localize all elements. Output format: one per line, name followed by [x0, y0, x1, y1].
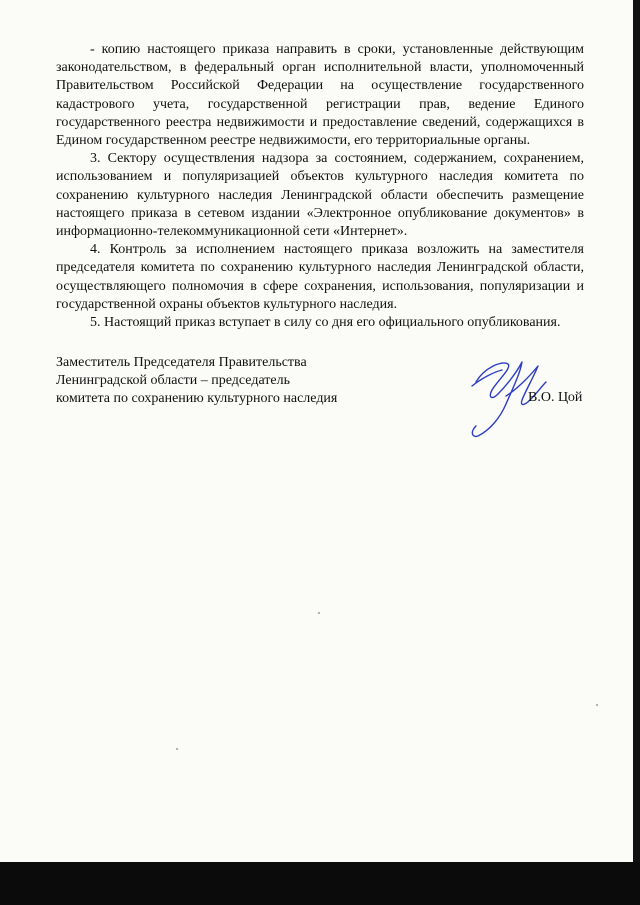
- signatory-title: [56, 354, 376, 408]
- scan-speck: [176, 748, 178, 750]
- scan-edge-bottom: [0, 862, 640, 905]
- signatory-title-line: Заместитель Председателя Правительства: [56, 355, 307, 370]
- paragraph-copy-instruction: - копию настоящего приказа направить в сроки, установленные действующим законодательством, в федеральный орган исполнительной власти, уполномоченный Правительством Российской Федерации на осуществление государственного кадастрового учета, государственной регистрации прав, ведение Единого государственного реестра недвижимости и предоставление сведений, содержащихся в Едином государственном реестре недвижимости, его территориальные органы.: [56, 42, 584, 149]
- document-body: [56, 41, 584, 332]
- signatory-title-line: Ленинградской области – председатель: [56, 373, 291, 388]
- scan-speck: [318, 612, 320, 614]
- paragraph-5: 5. Настоящий приказ вступает в силу со дня его официального опубликования.: [90, 315, 561, 331]
- paragraph-4: 4. Контроль за исполнением настоящего приказа возложить на заместителя председателя комитета по сохранению культурного наследия Ленинградской области, осуществляющего полномочия в сфере сохранения, использования, популяризации и государственной охраны объектов культурного наследия.: [56, 242, 584, 312]
- scan-edge-right: [633, 0, 640, 862]
- signatory-title-line: комитета по сохранению культурного наследия: [56, 391, 338, 406]
- signatory-name: В.О. Цой: [528, 390, 583, 405]
- paragraph-3: 3. Сектору осуществления надзора за состоянием, содержанием, сохранением, использованием и популяризацией объектов культурного наследия комитета по сохранению культурного наследия Ленинградской области обеспечить размещение настоящего приказа в сетевом издании «Электронное опубликование документов» в информационно-телекоммуникационной сети «Интернет».: [56, 151, 584, 240]
- scan-speck: [596, 704, 598, 706]
